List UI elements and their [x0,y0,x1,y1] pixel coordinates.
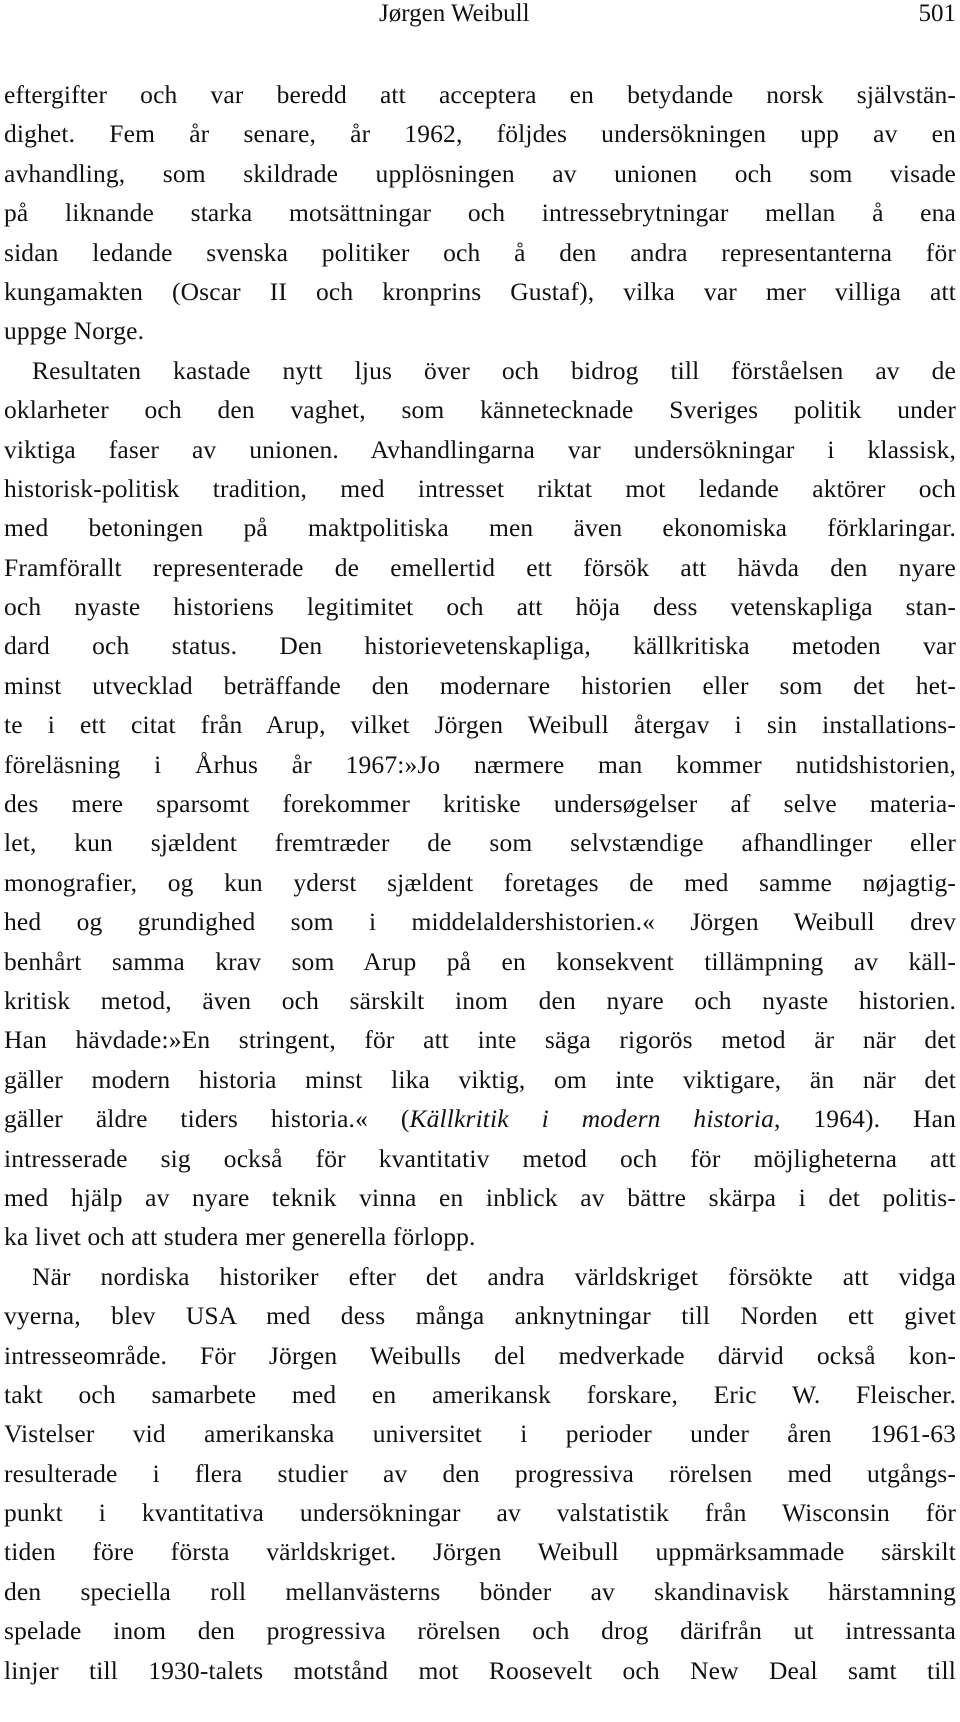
text-line: historisk-politisk tradition, med intresset riktat mot ledande aktörer och [4,473,956,503]
text-line: oklarheter och den vaghet, som kännetecknade Sveriges politik under [4,395,956,425]
book-title-italic: Källkritik i modern historia [409,1104,774,1134]
citation-line [4,1099,956,1138]
text-line: monografier, og kun yderst sjældent foretages de med samme nøjagtig- [4,867,956,897]
paragraph-end-line: ka livet och att studera mer generella förlopp. [4,1222,476,1252]
paragraph-first-line: När nordiska historiker efter det andra världskriget försökte att vidga [32,1261,956,1291]
text-line: Han hävdade:»En stringent, för att inte säga rigorös metod är när det [4,1025,956,1055]
text-line: föreläsning i Århus år 1967:»Jo nærmere man kommer nutidshistorien, [4,749,956,779]
text-line: spelade inom den progressiva rörelsen och drog därifrån ut intressanta [4,1616,956,1646]
text-line: intresserade sig också för kvantitativ metod och för möjligheterna att [4,1143,956,1173]
text-line: avhandling, som skildrade upplösningen av unionen och som visade [4,158,956,188]
text-line: dard och status. Den historievetenskapliga, källkritiska metoden var [4,631,956,661]
citation-line-before: gäller äldre tiders historia.« ( [4,1104,410,1134]
text-line: hed og grundighed som i middelaldershistorien.« Jörgen Weibull drev [4,907,956,937]
text-line: dighet. Fem år senare, år 1962, följdes undersökningen upp av en [4,119,956,149]
body-text [4,75,956,1690]
running-header-author: Jørgen Weibull [379,0,530,27]
text-line: på liknande starka motsättningar och intressebrytningar mellan å ena [4,198,956,228]
text-line: Framförallt representerade de emellertid ett försök att hävda den nyare [4,552,956,582]
citation-line-after: , 1964). Han [773,1104,956,1134]
paragraph-end-line: uppge Norge. [4,316,145,346]
text-line: kritisk metod, även och särskilt inom den nyare och nyaste historien. [4,985,956,1015]
text-line: punkt i kvantitativa undersökningar av valstatistik från Wisconsin för [4,1498,956,1528]
text-line: Vistelser vid amerikanska universitet i perioder under åren 1961-63 [4,1419,956,1449]
text-line: intresseområde. För Jörgen Weibulls del medverkade därvid också kon- [4,1340,956,1370]
text-line: te i ett citat från Arup, vilket Jörgen Weibull återgav i sin installations- [4,710,956,740]
text-line: resulterade i flera studier av den progressiva rörelsen med utgångs- [4,1458,956,1488]
text-line: let, kun sjældent fremtræder de som selvstændige afhandlinger eller [4,828,956,858]
text-line: med hjälp av nyare teknik vinna en inblick av bättre skärpa i det politis- [4,1182,956,1212]
text-line: takt och samarbete med en amerikansk forskare, Eric W. Fleischer. [4,1379,956,1409]
page-number: 501 [918,0,956,27]
text-line: linjer till 1930-talets motstånd mot Roosevelt och New Deal samt till [4,1655,956,1685]
paragraph-first-line: Resultaten kastade nytt ljus över och bidrog till förståelsen av de [32,355,956,385]
text-line: och nyaste historiens legitimitet och att höja dess vetenskapliga stan- [4,592,956,622]
text-line: kungamakten (Oscar II och kronprins Gustaf), vilka var mer villiga att [4,276,956,306]
running-header [0,0,960,30]
text-line: vyerna, blev USA med dess många anknytningar till Norden ett givet [4,1301,956,1331]
text-line: eftergifter och var beredd att acceptera en betydande norsk självstän- [4,80,956,109]
text-line: tiden före första världskriget. Jörgen Weibull uppmärksammade särskilt [4,1537,956,1567]
text-line: gäller modern historia minst lika viktig, om inte viktigare, än när det [4,1064,956,1094]
text-line: des mere sparsomt forekommer kritiske undersøgelser af selve materia- [4,789,956,819]
text-line: minst utvecklad beträffande den modernare historien eller som det het- [4,670,956,700]
text-line: benhårt samma krav som Arup på en konsekvent tillämpning av käll- [4,946,956,976]
text-line: sidan ledande svenska politiker och å den andra representanterna för [4,237,956,267]
text-line: med betoningen på maktpolitiska men även ekonomiska förklaringar. [4,513,956,543]
text-line: viktiga faser av unionen. Avhandlingarna var undersökningar i klassisk, [4,434,956,464]
text-line: den speciella roll mellanvästerns bönder av skandinavisk härstamning [4,1576,956,1606]
